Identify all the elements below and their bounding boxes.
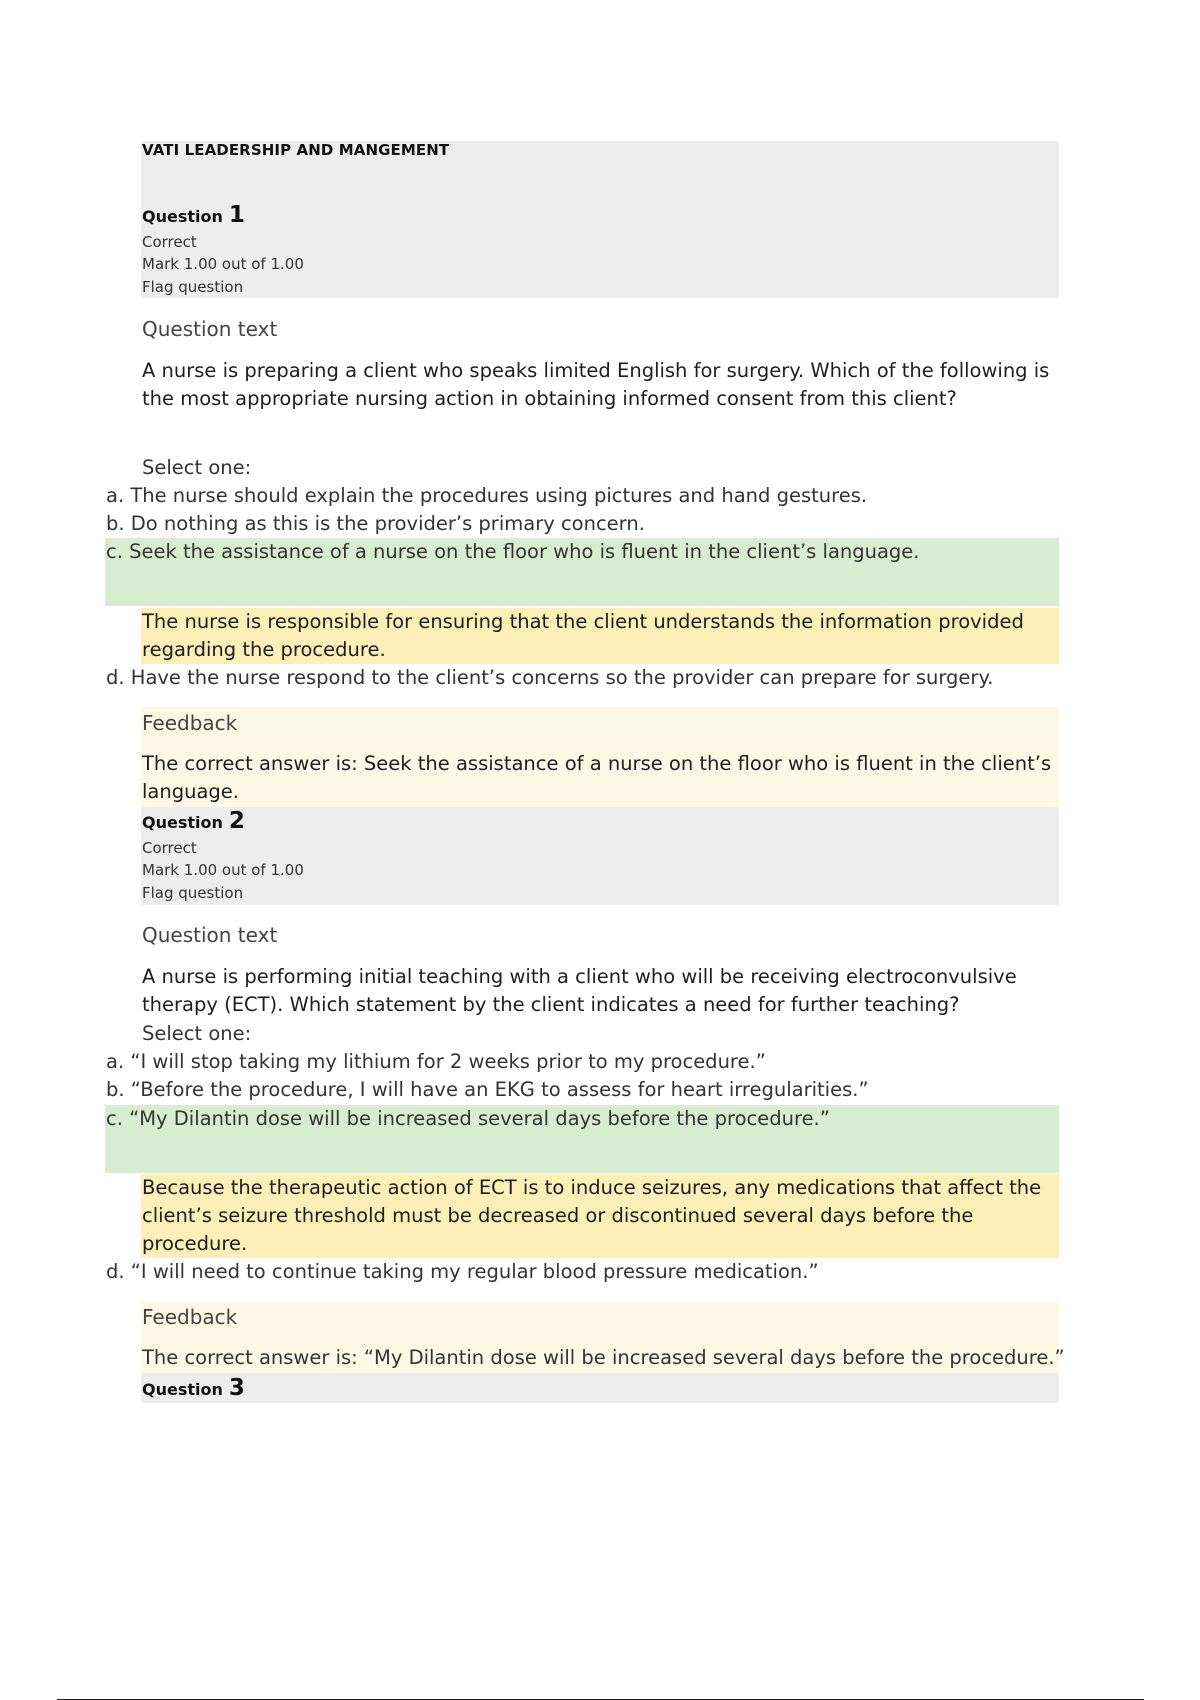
- question-2-mark: Mark 1.00 out of 1.00: [142, 861, 304, 879]
- question-1-option-b[interactable]: b. Do nothing as this is the provider’s primary concern.: [106, 512, 645, 535]
- question-1-option-d[interactable]: d. Have the nurse respond to the client’s concerns so the provider can prepare for surgery.: [106, 666, 994, 689]
- question-2-flag-link[interactable]: Flag question: [142, 884, 244, 902]
- question-3-number: 3: [228, 1375, 245, 1401]
- question-1-text: A nurse is preparing a client who speaks limited English for surgery. Which of the following is the most appropriate nursing action in obtaining informed consent from this client?: [142, 359, 1050, 410]
- question-3-label: Question: [142, 1380, 223, 1399]
- question-2-feedback-label: Feedback: [142, 1305, 238, 1329]
- question-2-rationale: Because the therapeutic action of ECT is to induce seizures, any medications that affect the client’s seizure threshold must be decreased or discontinued several days before the procedure.: [142, 1176, 1042, 1255]
- question-1-mark: Mark 1.00 out of 1.00: [142, 255, 304, 273]
- document-title: VATI LEADERSHIP AND MANGEMENT: [142, 141, 450, 159]
- question-1-label: Question: [142, 207, 223, 226]
- question-2-feedback-text: The correct answer is: “My Dilantin dose will be increased several days before the procedure.”: [142, 1346, 1065, 1369]
- question-2-option-a[interactable]: a. “I will stop taking my lithium for 2 weeks prior to my procedure.”: [106, 1050, 766, 1073]
- question-1-section-label: Question text: [142, 317, 278, 341]
- question-1-feedback-label: Feedback: [142, 711, 238, 735]
- question-1-option-a[interactable]: a. The nurse should explain the procedures using pictures and hand gestures.: [106, 484, 868, 507]
- question-2-option-d[interactable]: d. “I will need to continue taking my regular blood pressure medication.”: [106, 1260, 819, 1283]
- question-1-flag-link[interactable]: Flag question: [142, 278, 244, 296]
- question-3-heading: [142, 1375, 245, 1401]
- question-1-heading: [142, 202, 245, 228]
- question-1-select-label: Select one:: [142, 456, 252, 479]
- question-1-number: 1: [228, 202, 245, 228]
- question-2-option-b[interactable]: b. “Before the procedure, I will have an EKG to assess for heart irregularities.”: [106, 1078, 869, 1101]
- question-1-rationale: The nurse is responsible for ensuring that the client understands the information provided regarding the procedure.: [142, 610, 1024, 661]
- question-2-option-c[interactable]: c. “My Dilantin dose will be increased several days before the procedure.”: [106, 1107, 830, 1130]
- question-1-status: Correct: [142, 233, 197, 251]
- question-2-status: Correct: [142, 839, 197, 857]
- question-2-label: Question: [142, 813, 223, 832]
- question-2-section-label: Question text: [142, 923, 278, 947]
- question-1-option-c[interactable]: c. Seek the assistance of a nurse on the floor who is fluent in the client’s language.: [106, 540, 920, 563]
- question-2-text: A nurse is performing initial teaching with a client who will be receiving electroconvulsive therapy (ECT). Which statement by the client indicates a need for further teaching?: [142, 965, 1017, 1016]
- question-2-heading: [142, 808, 245, 834]
- question-3-header-band: [141, 1373, 1059, 1403]
- question-2-select-label: Select one:: [142, 1022, 252, 1045]
- question-2-header-band: [141, 807, 1059, 905]
- question-2-number: 2: [228, 808, 245, 834]
- question-1-feedback-text: The correct answer is: Seek the assistance of a nurse on the floor who is fluent in the client’s language.: [142, 752, 1052, 803]
